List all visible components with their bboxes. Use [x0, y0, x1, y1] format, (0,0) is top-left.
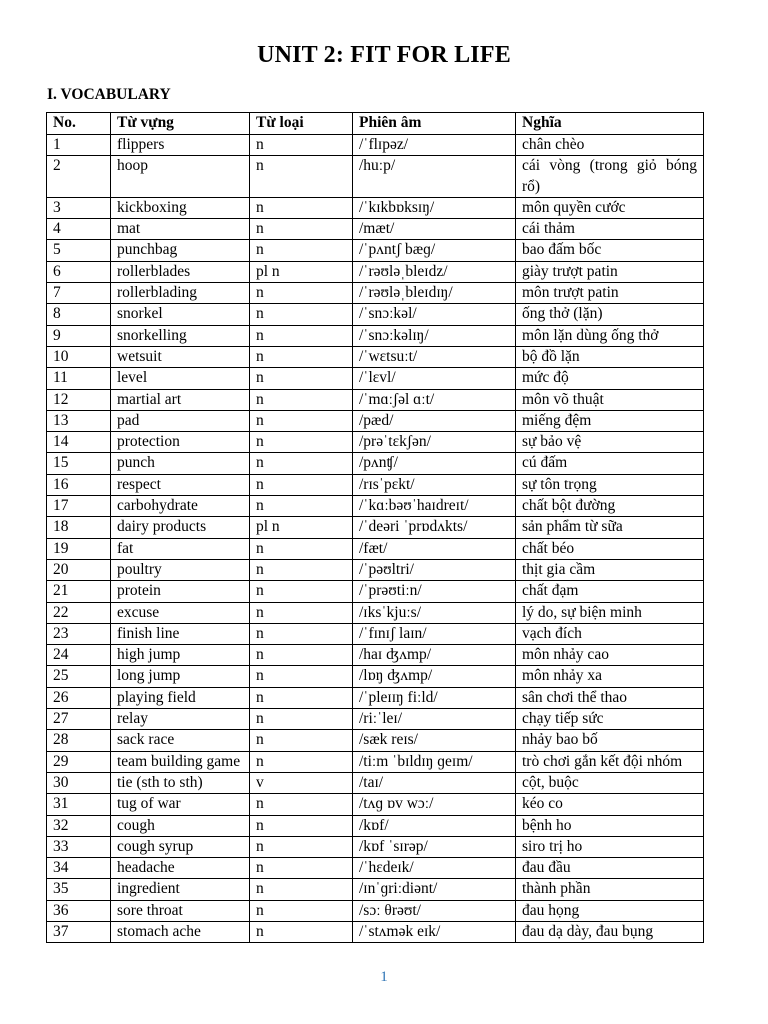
cell-meaning: chất đạm — [516, 581, 704, 602]
cell-part-of-speech: n — [250, 325, 353, 346]
table-row — [47, 496, 704, 517]
cell-pronunciation: /sɔː θrəʊt/ — [353, 900, 516, 921]
cell-part-of-speech: n — [250, 240, 353, 261]
cell-no: 14 — [47, 432, 111, 453]
table-row — [47, 389, 704, 410]
cell-no: 5 — [47, 240, 111, 261]
cell-word: respect — [111, 474, 250, 495]
table-row — [47, 666, 704, 687]
cell-meaning: giày trượt patin — [516, 261, 704, 282]
cell-meaning: mức độ — [516, 368, 704, 389]
header-word: Từ vựng — [111, 113, 250, 135]
cell-no: 30 — [47, 772, 111, 793]
cell-word: kickboxing — [111, 197, 250, 218]
cell-meaning: thịt gia cầm — [516, 559, 704, 580]
cell-meaning: chân chèo — [516, 135, 704, 156]
cell-meaning: đau dạ dày, đau bụng — [516, 921, 704, 942]
cell-part-of-speech: n — [250, 666, 353, 687]
cell-part-of-speech: n — [250, 304, 353, 325]
table-row — [47, 858, 704, 879]
cell-part-of-speech: n — [250, 921, 353, 942]
page-title: UNIT 2: FIT FOR LIFE — [257, 42, 511, 68]
cell-no: 28 — [47, 730, 111, 751]
cell-no: 13 — [47, 410, 111, 431]
cell-part-of-speech: n — [250, 709, 353, 730]
table-row — [47, 709, 704, 730]
cell-meaning: thành phần — [516, 879, 704, 900]
cell-part-of-speech: n — [250, 538, 353, 559]
cell-word: cough — [111, 815, 250, 836]
table-row — [47, 879, 704, 900]
cell-part-of-speech: n — [250, 389, 353, 410]
cell-meaning: bệnh ho — [516, 815, 704, 836]
cell-no: 33 — [47, 836, 111, 857]
table-row — [47, 240, 704, 261]
cell-part-of-speech: n — [250, 197, 353, 218]
cell-pronunciation: /kɒf/ — [353, 815, 516, 836]
cell-pronunciation: /riːˈleɪ/ — [353, 709, 516, 730]
cell-part-of-speech: n — [250, 496, 353, 517]
cell-pronunciation: /ˈdeəri ˈprɒdʌkts/ — [353, 517, 516, 538]
cell-no: 25 — [47, 666, 111, 687]
cell-no: 8 — [47, 304, 111, 325]
cell-word: pad — [111, 410, 250, 431]
cell-no: 7 — [47, 283, 111, 304]
cell-no: 32 — [47, 815, 111, 836]
cell-word: excuse — [111, 602, 250, 623]
table-header-row — [47, 113, 704, 135]
cell-pronunciation: /ˈlɛvl/ — [353, 368, 516, 389]
cell-meaning: chạy tiếp sức — [516, 709, 704, 730]
table-row — [47, 538, 704, 559]
cell-word: high jump — [111, 645, 250, 666]
cell-part-of-speech: n — [250, 432, 353, 453]
cell-word: flippers — [111, 135, 250, 156]
table-row — [47, 283, 704, 304]
cell-word: finish line — [111, 623, 250, 644]
cell-meaning: chất bột đường — [516, 496, 704, 517]
cell-meaning: cái thảm — [516, 219, 704, 240]
table-row — [47, 645, 704, 666]
table-row — [47, 921, 704, 942]
cell-part-of-speech: n — [250, 815, 353, 836]
header-part-of-speech: Từ loại — [250, 113, 353, 135]
cell-pronunciation: /ˈmɑːʃəl ɑːt/ — [353, 389, 516, 410]
cell-no: 34 — [47, 858, 111, 879]
cell-no: 10 — [47, 346, 111, 367]
cell-word: wetsuit — [111, 346, 250, 367]
cell-word: dairy products — [111, 517, 250, 538]
cell-word: fat — [111, 538, 250, 559]
cell-pronunciation: /ˈkɪkbɒksɪŋ/ — [353, 197, 516, 218]
cell-word: protein — [111, 581, 250, 602]
cell-part-of-speech: n — [250, 836, 353, 857]
header-meaning: Nghĩa — [516, 113, 704, 135]
cell-part-of-speech: n — [250, 559, 353, 580]
cell-part-of-speech: n — [250, 410, 353, 431]
cell-meaning: môn lặn dùng ống thở — [516, 325, 704, 346]
cell-no: 3 — [47, 197, 111, 218]
cell-word: relay — [111, 709, 250, 730]
cell-part-of-speech: n — [250, 283, 353, 304]
header-pronunciation: Phiên âm — [353, 113, 516, 135]
table-row — [47, 730, 704, 751]
table-row — [47, 687, 704, 708]
table-row — [47, 815, 704, 836]
cell-pronunciation: /ˈpleɪɪŋ fiːld/ — [353, 687, 516, 708]
cell-part-of-speech: pl n — [250, 261, 353, 282]
cell-part-of-speech: n — [250, 879, 353, 900]
cell-no: 29 — [47, 751, 111, 772]
cell-no: 26 — [47, 687, 111, 708]
cell-pronunciation: /ˈrəʊləˌbleɪdz/ — [353, 261, 516, 282]
cell-pronunciation: /ˈhɛdeɪk/ — [353, 858, 516, 879]
cell-word: sack race — [111, 730, 250, 751]
cell-part-of-speech: n — [250, 219, 353, 240]
cell-meaning: cú đấm — [516, 453, 704, 474]
cell-pronunciation: /prəˈtɛkʃən/ — [353, 432, 516, 453]
cell-word: tug of war — [111, 794, 250, 815]
cell-part-of-speech: n — [250, 645, 353, 666]
table-row — [47, 836, 704, 857]
cell-word: tie (sth to sth) — [111, 772, 250, 793]
cell-no: 11 — [47, 368, 111, 389]
cell-meaning: môn trượt patin — [516, 283, 704, 304]
cell-no: 20 — [47, 559, 111, 580]
cell-word: snorkel — [111, 304, 250, 325]
cell-meaning: môn nhảy xa — [516, 666, 704, 687]
cell-pronunciation: /ˈstʌmək eɪk/ — [353, 921, 516, 942]
cell-word: team building game — [111, 751, 250, 772]
section-heading: I. VOCABULARY — [47, 86, 171, 103]
cell-part-of-speech: pl n — [250, 517, 353, 538]
cell-meaning: cột, buộc — [516, 772, 704, 793]
cell-pronunciation: /ɪnˈɡriːdiənt/ — [353, 879, 516, 900]
cell-meaning: kéo co — [516, 794, 704, 815]
table-row — [47, 474, 704, 495]
cell-pronunciation: /tʌɡ ɒv wɔː/ — [353, 794, 516, 815]
cell-meaning: đau đầu — [516, 858, 704, 879]
cell-meaning: cái vòng (trong giỏ bóng rổ) — [516, 156, 704, 198]
table-row — [47, 432, 704, 453]
cell-no: 6 — [47, 261, 111, 282]
table-row — [47, 751, 704, 772]
table-row — [47, 219, 704, 240]
cell-no: 22 — [47, 602, 111, 623]
cell-word: ingredient — [111, 879, 250, 900]
cell-meaning: miếng đệm — [516, 410, 704, 431]
cell-meaning: sản phẩm từ sữa — [516, 517, 704, 538]
cell-no: 4 — [47, 219, 111, 240]
cell-part-of-speech: n — [250, 156, 353, 198]
cell-part-of-speech: n — [250, 581, 353, 602]
cell-pronunciation: /ˈfɪnɪʃ laɪn/ — [353, 623, 516, 644]
vocabulary-table — [46, 112, 704, 943]
cell-meaning: bao đấm bốc — [516, 240, 704, 261]
cell-word: snorkelling — [111, 325, 250, 346]
cell-meaning: siro trị ho — [516, 836, 704, 857]
header-no: No. — [47, 113, 111, 135]
cell-no: 24 — [47, 645, 111, 666]
cell-pronunciation: /ɪksˈkjuːs/ — [353, 602, 516, 623]
cell-meaning: nhảy bao bố — [516, 730, 704, 751]
cell-pronunciation: /fæt/ — [353, 538, 516, 559]
cell-pronunciation: /ˈprəʊtiːn/ — [353, 581, 516, 602]
cell-no: 23 — [47, 623, 111, 644]
cell-pronunciation: /tiːm ˈbɪldɪŋ ɡeɪm/ — [353, 751, 516, 772]
cell-pronunciation: /ˈrəʊləˌbleɪdɪŋ/ — [353, 283, 516, 304]
cell-no: 16 — [47, 474, 111, 495]
cell-word: punch — [111, 453, 250, 474]
cell-pronunciation: /rɪsˈpɛkt/ — [353, 474, 516, 495]
cell-word: protection — [111, 432, 250, 453]
cell-meaning: trò chơi gắn kết đội nhóm — [516, 751, 704, 772]
cell-no: 21 — [47, 581, 111, 602]
cell-word: rollerblades — [111, 261, 250, 282]
page-number: 1 — [380, 969, 388, 985]
table-row — [47, 410, 704, 431]
cell-pronunciation: /pʌnʧ/ — [353, 453, 516, 474]
cell-no: 31 — [47, 794, 111, 815]
cell-meaning: sự bảo vệ — [516, 432, 704, 453]
table-row — [47, 197, 704, 218]
cell-no: 9 — [47, 325, 111, 346]
cell-word: punchbag — [111, 240, 250, 261]
cell-part-of-speech: n — [250, 900, 353, 921]
cell-pronunciation: /haɪ ʤʌmp/ — [353, 645, 516, 666]
table-row — [47, 261, 704, 282]
cell-no: 1 — [47, 135, 111, 156]
table-row — [47, 623, 704, 644]
cell-meaning: sự tôn trọng — [516, 474, 704, 495]
cell-pronunciation: /ˈwɛtsuːt/ — [353, 346, 516, 367]
cell-meaning: chất béo — [516, 538, 704, 559]
cell-meaning: sân chơi thể thao — [516, 687, 704, 708]
cell-word: playing field — [111, 687, 250, 708]
cell-no: 35 — [47, 879, 111, 900]
table-row — [47, 794, 704, 815]
cell-part-of-speech: v — [250, 772, 353, 793]
cell-word: rollerblading — [111, 283, 250, 304]
cell-no: 36 — [47, 900, 111, 921]
cell-part-of-speech: n — [250, 368, 353, 389]
cell-part-of-speech: n — [250, 623, 353, 644]
cell-no: 19 — [47, 538, 111, 559]
cell-word: mat — [111, 219, 250, 240]
cell-no: 12 — [47, 389, 111, 410]
cell-pronunciation: /sæk reɪs/ — [353, 730, 516, 751]
cell-part-of-speech: n — [250, 730, 353, 751]
cell-meaning: bộ đồ lặn — [516, 346, 704, 367]
cell-meaning: môn võ thuật — [516, 389, 704, 410]
cell-no: 2 — [47, 156, 111, 198]
cell-word: cough syrup — [111, 836, 250, 857]
table-row — [47, 559, 704, 580]
cell-word: hoop — [111, 156, 250, 198]
cell-meaning: môn quyền cước — [516, 197, 704, 218]
cell-word: stomach ache — [111, 921, 250, 942]
cell-pronunciation: /ˈpəʊltri/ — [353, 559, 516, 580]
table-row — [47, 304, 704, 325]
cell-word: sore throat — [111, 900, 250, 921]
table-row — [47, 602, 704, 623]
cell-part-of-speech: n — [250, 602, 353, 623]
table-row — [47, 346, 704, 367]
table-row — [47, 581, 704, 602]
cell-part-of-speech: n — [250, 453, 353, 474]
table-row — [47, 325, 704, 346]
cell-word: poultry — [111, 559, 250, 580]
cell-meaning: đau họng — [516, 900, 704, 921]
cell-no: 27 — [47, 709, 111, 730]
cell-no: 18 — [47, 517, 111, 538]
cell-part-of-speech: n — [250, 687, 353, 708]
cell-meaning: vạch đích — [516, 623, 704, 644]
table-row — [47, 517, 704, 538]
cell-pronunciation: /mæt/ — [353, 219, 516, 240]
table-row — [47, 772, 704, 793]
cell-part-of-speech: n — [250, 346, 353, 367]
cell-meaning: lý do, sự biện minh — [516, 602, 704, 623]
cell-pronunciation: /huːp/ — [353, 156, 516, 198]
cell-no: 17 — [47, 496, 111, 517]
cell-pronunciation: /ˈpʌntʃ bæɡ/ — [353, 240, 516, 261]
cell-part-of-speech: n — [250, 135, 353, 156]
cell-word: martial art — [111, 389, 250, 410]
table-row — [47, 900, 704, 921]
cell-part-of-speech: n — [250, 858, 353, 879]
cell-part-of-speech: n — [250, 474, 353, 495]
cell-word: long jump — [111, 666, 250, 687]
cell-pronunciation: /ˈsnɔːkəl/ — [353, 304, 516, 325]
cell-word: headache — [111, 858, 250, 879]
cell-part-of-speech: n — [250, 794, 353, 815]
cell-pronunciation: /lɒŋ ʤʌmp/ — [353, 666, 516, 687]
cell-meaning: ống thở (lặn) — [516, 304, 704, 325]
table-row — [47, 135, 704, 156]
table-row — [47, 453, 704, 474]
cell-pronunciation: /pæd/ — [353, 410, 516, 431]
table-row — [47, 368, 704, 389]
cell-pronunciation: /ˈkɑːbəʊˈhaɪdreɪt/ — [353, 496, 516, 517]
cell-no: 37 — [47, 921, 111, 942]
table-body — [47, 135, 704, 943]
cell-pronunciation: /kɒf ˈsɪrəp/ — [353, 836, 516, 857]
table-row — [47, 156, 704, 198]
cell-word: carbohydrate — [111, 496, 250, 517]
cell-no: 15 — [47, 453, 111, 474]
cell-pronunciation: /taɪ/ — [353, 772, 516, 793]
cell-meaning: môn nhảy cao — [516, 645, 704, 666]
cell-word: level — [111, 368, 250, 389]
cell-part-of-speech: n — [250, 751, 353, 772]
cell-pronunciation: /ˈsnɔːkəlɪŋ/ — [353, 325, 516, 346]
cell-pronunciation: /ˈflɪpəz/ — [353, 135, 516, 156]
